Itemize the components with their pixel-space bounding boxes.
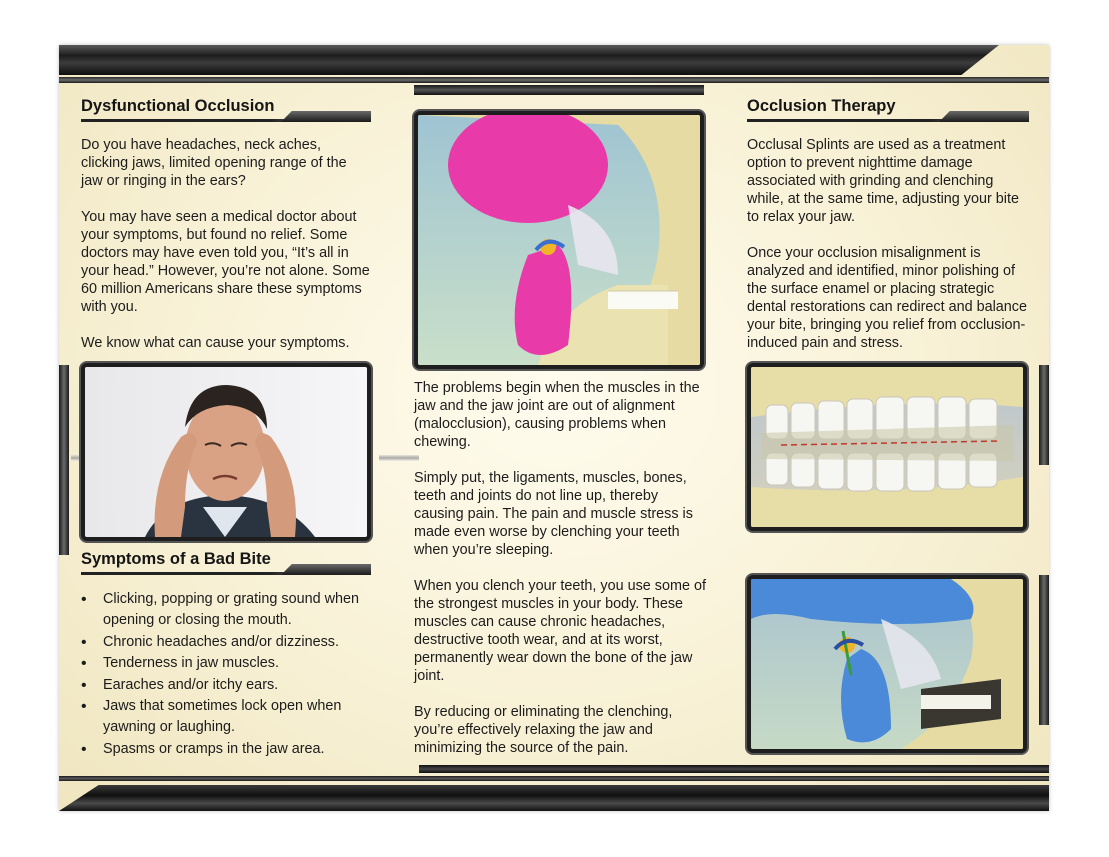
heading-rule-tab [281, 564, 371, 575]
jaw-muscle-pink-image [414, 111, 704, 369]
doctor-paragraph: You may have seen a medical doctor about your symptoms, but found no relief. Some doctors may have even told you, “It’s all in your head.” However, you’re not alone. Some 60 million Americans share these symptoms with you. [81, 209, 370, 315]
right-column [747, 97, 1029, 370]
top-middle-bar [414, 85, 704, 95]
skull-pink-muscle-illustration [418, 115, 700, 365]
jaw-muscle-blue-image [747, 575, 1027, 753]
cause-paragraph: We know what can cause your symptoms. [81, 335, 350, 351]
heading-text: Occlusion Therapy [747, 97, 896, 115]
clench-paragraph: When you clench your teeth, you use some of the strongest muscles in your body. These muscles can cause chronic headaches, destructive tooth wear, and at its worst, permanently wear down the bone of the jaw joint. [414, 578, 706, 684]
occlusal-splint-image [747, 363, 1027, 531]
brochure-page [59, 45, 1049, 811]
relief-paragraph: By reducing or eliminating the clenching, you’re effectively relaxing the jaw and minimizing the source of the pain. [414, 704, 673, 756]
ligaments-paragraph: Simply put, the ligaments, muscles, bones, teeth and joints do not line up, thereby causing pain. The pain and muscle stress is made even worse by clenching your teeth when you’re sleeping. [414, 470, 693, 558]
left-edge-strip [59, 365, 69, 555]
headache-photo [81, 363, 371, 541]
heading-text: Dysfunctional Occlusion [81, 97, 275, 115]
symptoms-heading [81, 550, 371, 575]
intro-paragraph: Do you have headaches, neck aches, clicking jaws, limited opening range of the jaw or ringing in the ears? [81, 137, 347, 189]
list-item: • Tenderness in jaw muscles. [81, 653, 371, 674]
symptoms-list [81, 589, 371, 760]
list-item: • Spasms or cramps in the jaw area. [81, 739, 371, 760]
teeth-splint-illustration [751, 367, 1023, 527]
bottom-thin-bar [59, 776, 1049, 781]
middle-column [414, 379, 706, 775]
list-item: • Earaches and/or itchy ears. [81, 675, 371, 696]
left-column [81, 97, 371, 370]
skull-blue-muscle-illustration [751, 579, 1023, 749]
mid-left-rail [379, 455, 419, 461]
symptoms-section [81, 550, 371, 760]
list-item: • Chronic headaches and/or dizziness. [81, 632, 371, 653]
right-edge-strip-lower [1039, 575, 1049, 725]
problems-paragraph: The problems begin when the muscles in the jaw and the jaw joint are out of alignment (malocclusion), causing problems when chewing. [414, 380, 700, 450]
splints-paragraph: Occlusal Splints are used as a treatment option to prevent nighttime damage associated with grinding and clenching while, at the same time, adjusting your bite to relax your jaw. [747, 137, 1019, 225]
list-item: • Jaws that sometimes lock open when yawning or laughing. [81, 696, 371, 738]
list-item: • Clicking, popping or grating sound when opening or closing the mouth. [81, 589, 371, 631]
dysfunctional-occlusion-heading [81, 97, 371, 122]
heading-text: Symptoms of a Bad Bite [81, 550, 271, 568]
top-metal-bar [59, 45, 999, 75]
right-edge-strip-upper [1039, 365, 1049, 465]
man-headache-illustration [85, 367, 367, 537]
occlusion-therapy-heading [747, 97, 1029, 122]
top-thin-bar [59, 77, 1049, 83]
heading-rule-tab [281, 111, 371, 122]
heading-rule-tab [939, 111, 1029, 122]
misalignment-paragraph: Once your occlusion misalignment is analyzed and identified, minor polishing of the surface enamel or placing strategic dental restorations can redirect and balance your bite, bringing you relief from occlusion-induced pain and stress. [747, 245, 1027, 351]
bottom-metal-bar [59, 785, 1049, 811]
